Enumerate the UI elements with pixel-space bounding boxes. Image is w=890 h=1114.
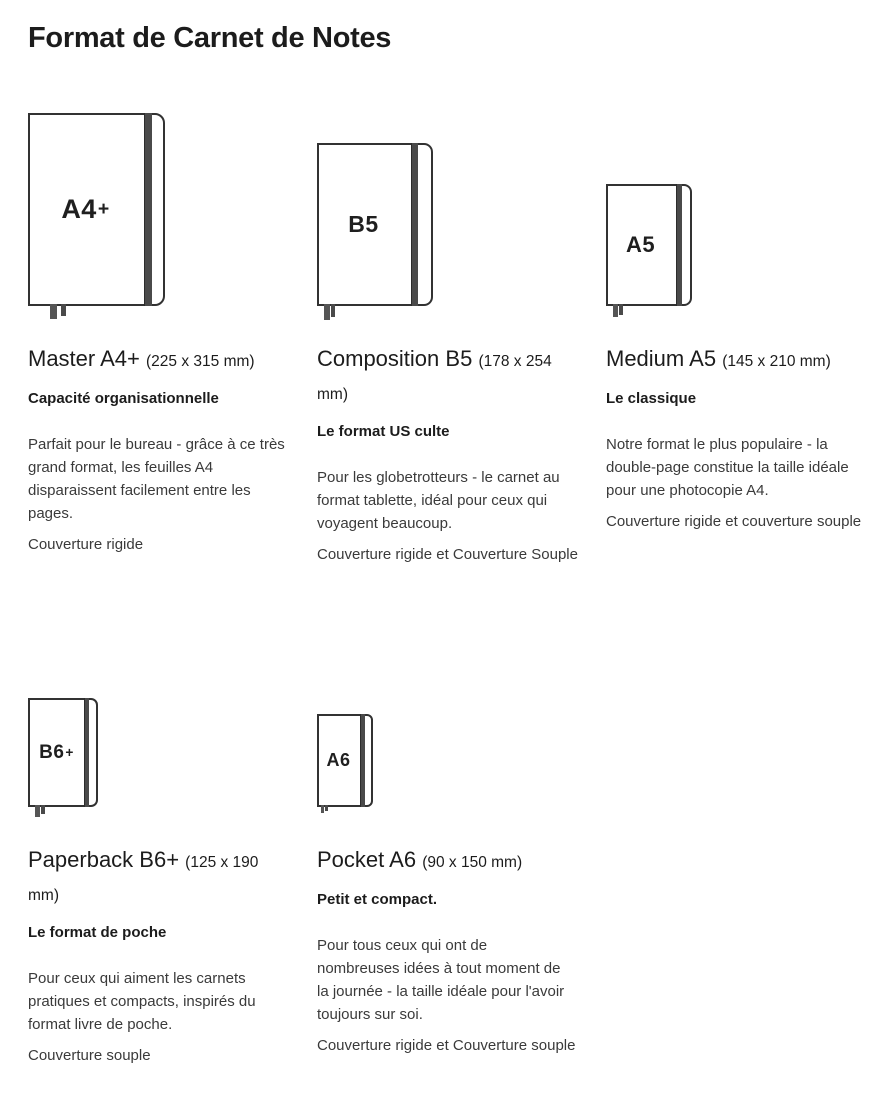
notebook-cover: [317, 714, 373, 807]
badge-text: A5: [625, 232, 656, 257]
badge-text: B5: [348, 211, 379, 237]
badge-text: B6: [39, 741, 65, 763]
bookmark-ribbon: [321, 805, 324, 813]
product-cover-options: Couverture rigide et Couverture souple: [317, 1037, 576, 1054]
product-cover-options: Couverture rigide et Couverture Souple: [317, 546, 578, 563]
page-title: Format de Carnet de Notes: [28, 22, 392, 54]
product-cover-options: Couverture souple: [28, 1047, 151, 1064]
bookmark-ribbon: [325, 805, 328, 811]
product-card-master-a4plus: [28, 113, 290, 556]
bookmark-ribbon: [41, 805, 45, 814]
product-name: Master A4+: [28, 346, 140, 371]
elastic-band: [360, 714, 365, 807]
notebook-illustration-a4plus: [28, 113, 290, 306]
product-tagline: Le format US culte: [317, 423, 450, 440]
bookmark-ribbon: [61, 304, 66, 316]
notebook-cover: [28, 113, 165, 306]
notebook-format-badge: [608, 186, 674, 304]
product-name: Composition B5: [317, 346, 473, 371]
elastic-band: [676, 184, 682, 306]
badge-suffix: +: [65, 745, 74, 760]
product-card-pocket-a6: [317, 698, 579, 1057]
product-description: Notre format le plus populaire - la double-page constitue la taille idéale pour une photocopie A4.: [606, 436, 849, 499]
product-title: [317, 344, 571, 410]
notebook-format-badge: [30, 700, 83, 805]
product-dimensions: (178 x 254 mm): [317, 353, 552, 403]
notebook-illustration-b5: [317, 113, 579, 306]
bookmark-ribbon: [331, 304, 335, 317]
product-grid: [28, 113, 876, 1067]
badge-text: A6: [326, 750, 351, 770]
product-dimensions: (90 x 150 mm): [422, 854, 523, 871]
product-name: Medium A5: [606, 346, 717, 371]
product-card-composition-b5: [317, 113, 579, 566]
notebook-cover: [606, 184, 692, 306]
product-title: [28, 845, 282, 911]
bookmark-ribbon: [619, 304, 623, 315]
notebook-cover: [317, 143, 433, 306]
notebook-format-badge: [30, 115, 141, 304]
product-description: Pour ceux qui aiment les carnets pratiques et compacts, inspirés du format livre de poche.: [28, 970, 256, 1033]
bookmark-ribbon: [35, 805, 40, 817]
product-card-paperback-b6plus: [28, 698, 290, 1067]
bookmark-ribbon: [50, 304, 57, 319]
notebook-illustration-a6: [317, 698, 579, 807]
product-cover-options: Couverture rigide: [28, 536, 144, 553]
product-cover-options: Couverture rigide et couverture souple: [606, 513, 862, 530]
notebook-illustration-b6plus: [28, 698, 290, 807]
elastic-band: [84, 698, 89, 807]
notebook-cover: [28, 698, 98, 807]
product-name: Pocket A6: [317, 847, 417, 872]
product-name: Paperback B6+: [28, 847, 180, 872]
product-title: [606, 344, 860, 377]
product-title: [28, 344, 282, 377]
badge-text: A4: [61, 194, 97, 224]
product-dimensions: (225 x 315 mm): [146, 353, 255, 370]
notebook-illustration-a5: [606, 113, 868, 306]
elastic-band: [144, 113, 152, 306]
elastic-band: [411, 143, 418, 306]
product-description: Pour les globetrotteurs - le carnet au format tablette, idéal pour ceux qui voyagent beaucoup.: [317, 469, 560, 532]
notebook-format-badge: [319, 716, 359, 805]
bookmark-ribbon: [324, 304, 330, 320]
product-tagline: Capacité organisationnelle: [28, 390, 219, 407]
product-tagline: Le classique: [606, 390, 697, 407]
badge-suffix: +: [97, 198, 110, 220]
product-description: Pour tous ceux qui ont de nombreuses idées à tout moment de la journée - la taille idéale pour l'avoir toujours sur soi.: [317, 937, 565, 1023]
product-tagline: Le format de poche: [28, 924, 167, 941]
product-tagline: Petit et compact.: [317, 891, 438, 908]
product-dimensions: (145 x 210 mm): [722, 353, 831, 370]
notebook-format-badge: [319, 145, 409, 304]
product-card-medium-a5: [606, 113, 868, 533]
bookmark-ribbon: [613, 304, 618, 317]
product-title: [317, 845, 571, 878]
product-dimensions: (125 x 190 mm): [28, 854, 259, 904]
product-description: Parfait pour le bureau - grâce à ce très grand format, les feuilles A4 disparaissent facilement entre les pages.: [28, 436, 285, 522]
